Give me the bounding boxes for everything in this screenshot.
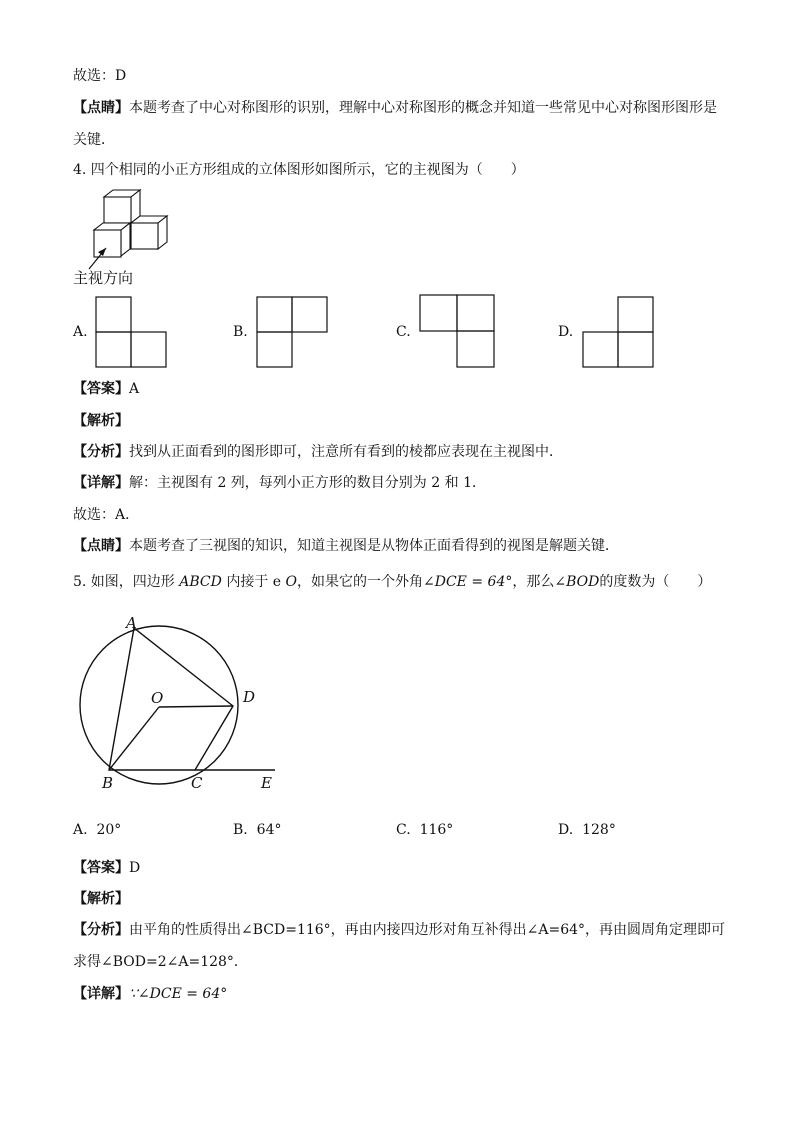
detail-tag: 【详解】 [73,475,129,491]
fenxi-text: 找到从正面看到的图形即可，注意所有看到的棱都应表现在主视图中． [129,444,563,460]
fenxi-tag: 【分析】 [73,922,129,938]
option-label: C. [396,822,411,838]
option-value: 20° [96,822,122,838]
q5-detail-line [73,984,227,1004]
q4-fenxi-line [73,442,563,462]
q4-option-b-label: B. [233,324,248,340]
answer-tag: 【答案】 [73,381,129,397]
point-label-a: A [126,614,137,632]
option-label: D. [558,822,574,838]
q5-stem-mid3: ，那么 [512,574,555,590]
q5-option-b [233,822,281,838]
q4-stem: 4. 四个相同的小正方形组成的立体图形如图所示，它的主视图为（ ） [73,162,525,178]
q4-option-d-label: D. [558,324,574,340]
q4-option-c-label: C. [396,324,411,340]
option-value: 128° [582,822,616,838]
q5-angle-asked: ∠BOD [554,574,600,590]
q5-stem [73,572,711,592]
q4-analysis-tag: 【解析】 [73,413,129,429]
q4-view-direction-label: 主视方向 [73,269,134,287]
q5-answer-line [73,858,140,878]
point-label-e: E [261,774,272,792]
detail-text: 解：主视图有 2 列，每列小正方形的数目分别为 2 和 1． [129,475,486,491]
fenxi-tag: 【分析】 [73,444,129,460]
previous-answer-line: 故选：D [73,68,127,84]
comment-tag: 【点睛】 [73,100,129,116]
q5-option-d [558,822,616,838]
q4-option-c-figure [419,294,495,368]
q5-circle-figure [70,610,290,800]
detail-text: ∵∠DCE = 64° [129,986,228,1002]
q5-fenxi-line [73,920,725,940]
q4-choose-line: 故选：A． [73,507,140,523]
previous-comment-line-2: 关键． [73,132,115,148]
answer-tag: 【答案】 [73,860,129,876]
q5-fenxi-line-2: 求得∠BOD=2∠A=128°． [73,954,248,970]
comment-text: 本题考查了中心对称图形的识别，理解中心对称图形的概念并知道一些常见中心对称图形图形是 [129,100,717,116]
q5-option-c [396,822,453,838]
q5-circle-sym: e [272,574,282,590]
q5-quad-name: ABCD [179,574,222,590]
answer-value: D [129,860,141,876]
comment-tag: 【点睛】 [73,538,129,554]
q5-stem-mid2: ，如果它的一个外角 [297,574,424,590]
option-value: 116° [419,822,454,838]
q4-answer-line [73,379,139,399]
point-label-b: B [102,774,114,792]
q5-option-a [73,822,121,838]
point-label-o: O [151,689,164,707]
point-label-d: D [243,688,256,706]
previous-comment-line [73,98,717,118]
q4-option-a-label: A. [73,324,88,340]
q5-stem-prefix: 5. 如图，四边形 [73,574,175,590]
answer-value: A [129,381,140,397]
option-value: 64° [256,822,282,838]
q4-detail-line [73,473,486,493]
q5-analysis-tag: 【解析】 [73,891,129,907]
option-label: B. [233,822,248,838]
q5-stem-mid1: 内接于 [226,574,269,590]
fenxi-text: 由平角的性质得出∠BCD=116°，再由内接四边形对角互补得出∠A=64°，再由圆周角定理即可 [129,922,726,938]
comment-text: 本题考查了三视图的知识，知道主视图是从物体正面看得到的视图是解题关键． [129,538,619,554]
q4-option-d-figure [582,296,654,368]
q5-angle-given: ∠DCE = 64° [423,574,513,590]
q5-circle-name: O [285,574,298,590]
q4-option-a-figure [95,296,167,368]
option-label: A. [73,822,88,838]
point-label-c: C [191,774,203,792]
q5-stem-suffix: 的度数为（ ） [599,574,712,590]
detail-tag: 【详解】 [73,986,129,1002]
q4-option-b-figure [256,296,328,368]
q4-comment-line [73,536,619,556]
